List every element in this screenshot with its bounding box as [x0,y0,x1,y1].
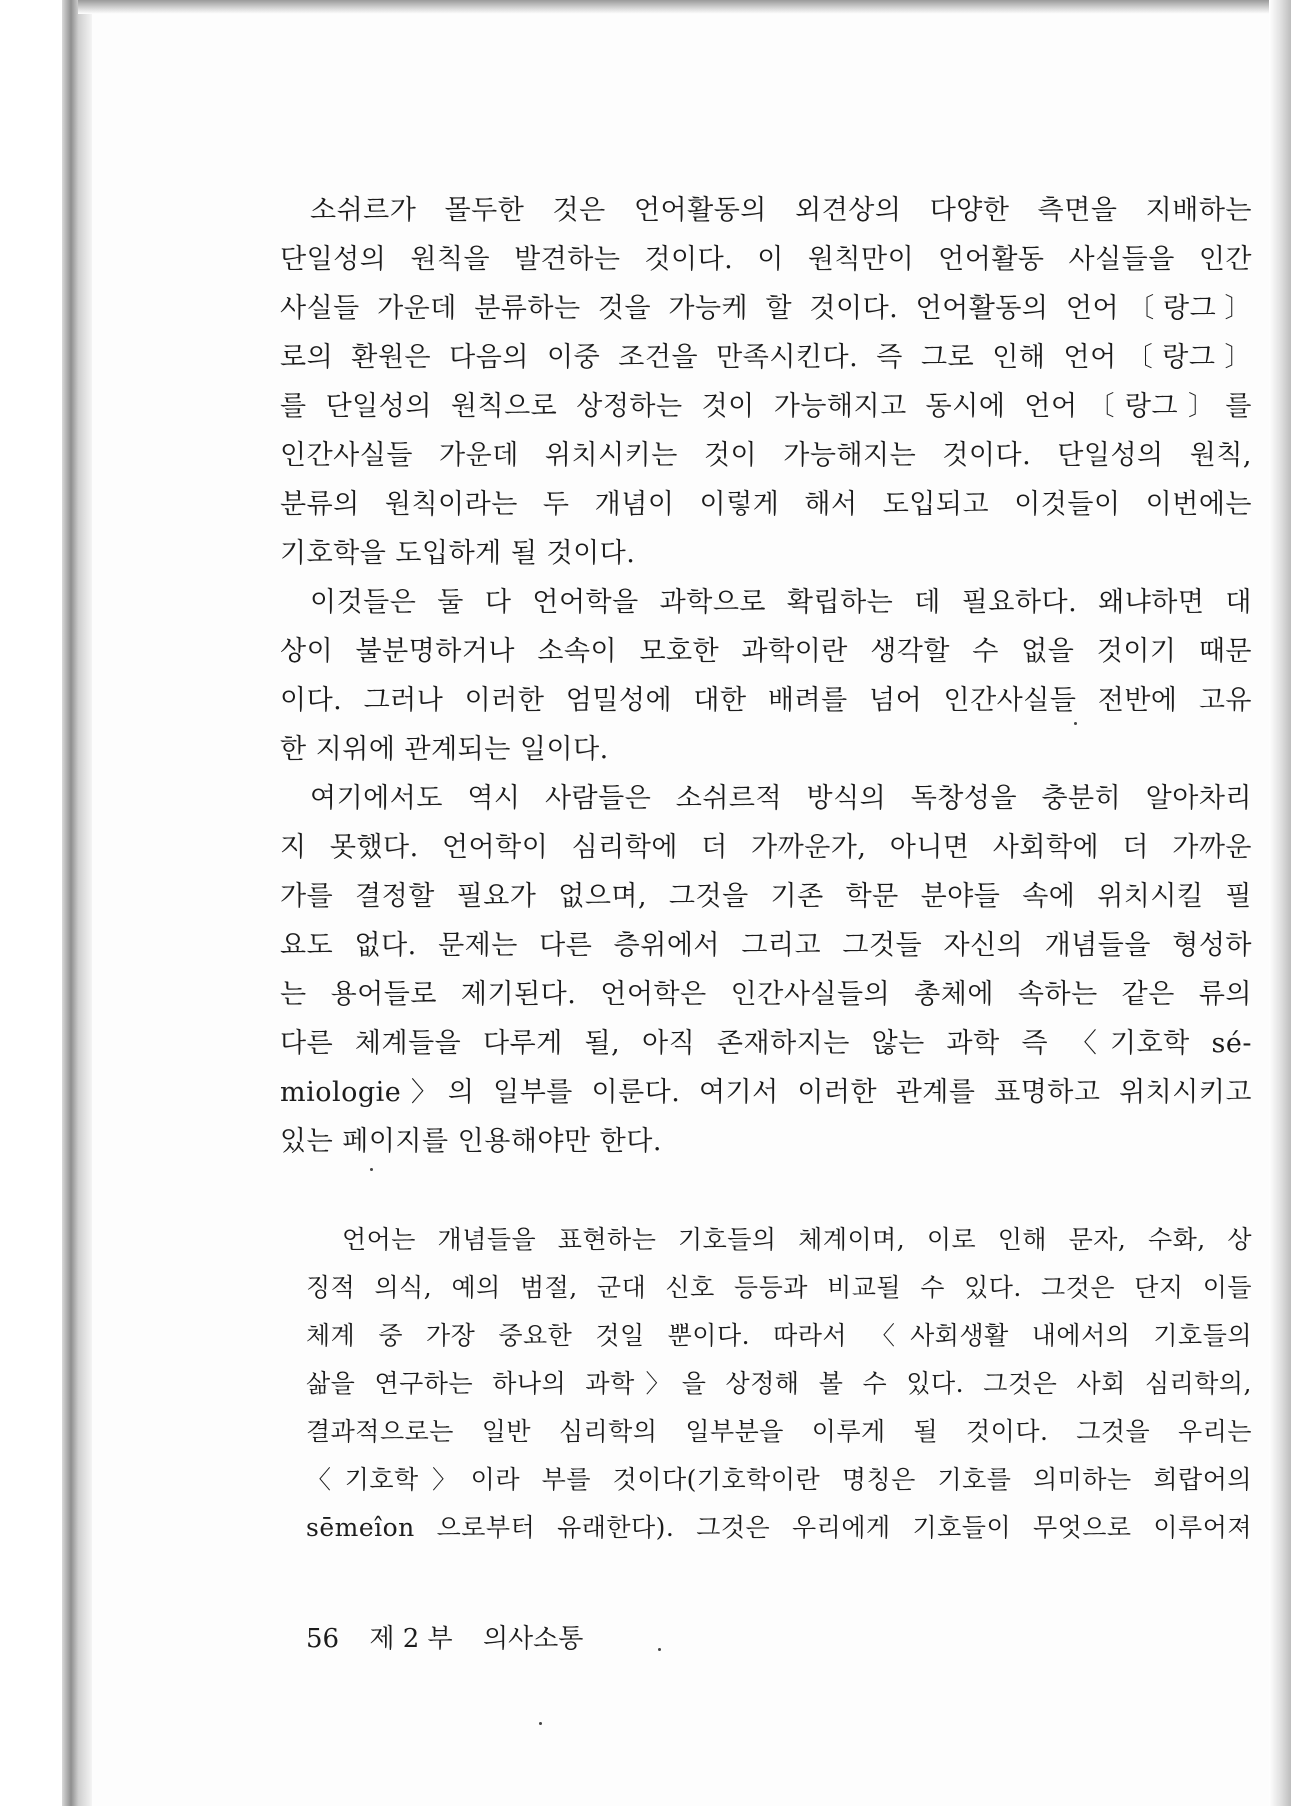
text-line: 있는 페이지를 인용해야만 한다. [280,1126,662,1157]
text-line: 이것들은 둘 다 언어학을 과학으로 확립하는 데 필요하다. 왜냐하면 대 [310,587,1252,618]
text-line: 단일성의 원칙을 발견하는 것이다. 이 원칙만이 언어활동 사실들을 인간 [280,244,1252,275]
text-line: 다른 체계들을 다루게 될, 아직 존재하지는 않는 과학 즉 〈기호학 sé- [280,1028,1252,1059]
quote-line: 삶을 연구하는 하나의 과학〉을 상정해 볼 수 있다. 그것은 사회 심리학의, [306,1369,1252,1398]
page-edge-right [1269,0,1291,1806]
text-line: 이다. 그러나 이러한 엄밀성에 대한 배려를 넘어 인간사실들 전반에 고유 [280,685,1252,716]
block-quote [306,1216,1252,1552]
page-number: 56 [306,1624,340,1654]
text-line: 지 못했다. 언어학이 심리학에 더 가까운가, 아니면 사회학에 더 가까운 [280,832,1252,863]
text-line: 한 지위에 관계되는 일이다. [280,734,609,765]
part-label: 제 2 부 [369,1624,453,1654]
quote-line: 〈기호학〉이라 부를 것이다(기호학이란 명칭은 기호를 의미하는 희랍어의 [306,1465,1252,1494]
scan-speck [658,1648,661,1651]
quote-line: sēmeîon 으로부터 유래한다). 그것은 우리에게 기호들이 무엇으로 이루어져 [306,1513,1252,1542]
text-line: 가를 결정할 필요가 없으며, 그것을 기존 학문 분야들 속에 위치시킬 필 [280,881,1252,912]
main-text [280,186,1252,1166]
book-page [92,14,1269,1806]
text-line: 소쉬르가 몰두한 것은 언어활동의 외견상의 다양한 측면을 지배하는 [310,195,1252,226]
text-line: 여기에서도 역시 사람들은 소쉬르적 방식의 독창성을 충분히 알아차리 [310,783,1252,814]
text-line: 는 용어들로 제기된다. 언어학은 인간사실들의 총체에 속하는 같은 류의 [280,979,1252,1010]
text-line: 기호학을 도입하게 될 것이다. [280,538,636,569]
scan-speck [539,1722,542,1725]
text-line: 상이 불분명하거나 소속이 모호한 과학이란 생각할 수 없을 것이기 때문 [280,636,1252,667]
quote-line: 징적 의식, 예의 범절, 군대 신호 등등과 비교될 수 있다. 그것은 단지 이들 [306,1273,1252,1302]
text-line: 분류의 원칙이라는 두 개념이 이렇게 해서 도입되고 이것들이 이번에는 [280,489,1252,520]
text-line: 로의 환원은 다음의 이중 조건을 만족시킨다. 즉 그로 인해 언어〔랑그〕 [280,342,1252,373]
scan-speck [1074,722,1077,725]
text-line: 를 단일성의 원칙으로 상정하는 것이 가능해지고 동시에 언어〔랑그〕를 [280,391,1252,422]
text-line: 요도 없다. 문제는 다른 층위에서 그리고 그것들 자신의 개념들을 형성하 [280,930,1252,961]
quote-line: 언어는 개념들을 표현하는 기호들의 체계이며, 이로 인해 문자, 수화, 상 [342,1225,1252,1254]
section-label: 의사소통 [482,1624,584,1654]
quote-line: 체계 중 가장 중요한 것일 뿐이다. 따라서 〈사회생활 내에서의 기호들의 [306,1321,1252,1350]
text-line: miologie〉의 일부를 이룬다. 여기서 이러한 관계를 표명하고 위치시키고 [280,1077,1252,1108]
scan-speck [370,1168,373,1171]
text-line: 사실들 가운데 분류하는 것을 가능케 할 것이다. 언어활동의 언어〔랑그〕 [280,293,1252,324]
page-footer [306,1618,605,1655]
page-edge-top [78,0,1291,14]
page-edge-left [62,0,92,1806]
text-line: 인간사실들 가운데 위치시키는 것이 가능해지는 것이다. 단일성의 원칙, [280,440,1252,471]
quote-line: 결과적으로는 일반 심리학의 일부분을 이루게 될 것이다. 그것을 우리는 [306,1417,1252,1446]
